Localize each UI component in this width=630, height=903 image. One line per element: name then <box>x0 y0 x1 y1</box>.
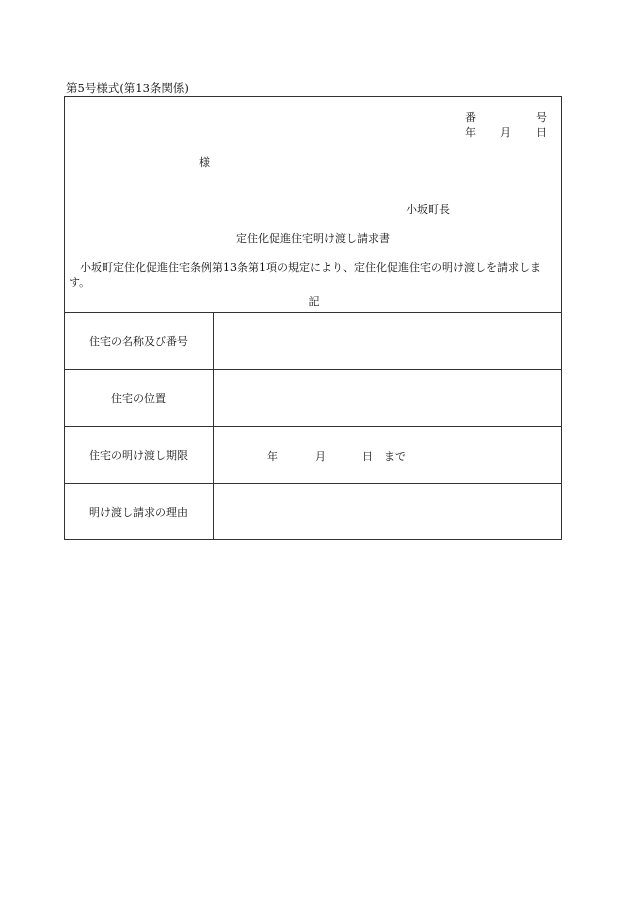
issuer-name: 小坂町長 <box>406 203 450 216</box>
form-label: 第5号様式(第13条関係) <box>66 81 189 95</box>
request-body-text: 小坂町定住化促進住宅条例第13条第1項の規定により、定住化促進住宅の明け渡しを請求します。 <box>69 261 541 289</box>
row-label-request-reason: 明け渡し請求の理由 <box>64 484 214 540</box>
deadline-month-label: 月 <box>315 450 326 463</box>
row-label-vacate-deadline: 住宅の明け渡し期限 <box>64 427 214 483</box>
date-month-label: 月 <box>500 126 511 139</box>
details-table <box>64 312 562 540</box>
document-title: 定住化促進住宅明け渡し請求書 <box>236 232 390 245</box>
deadline-year-label: 年 <box>267 450 278 463</box>
date-year-label: 年 <box>465 126 476 139</box>
row-value-housing-location <box>214 370 562 426</box>
row-label-housing-location: 住宅の位置 <box>64 370 214 426</box>
table-row <box>64 369 562 426</box>
table-row <box>64 483 562 540</box>
table-row <box>64 312 562 369</box>
date-day-label: 日 <box>536 126 547 139</box>
row-value-request-reason <box>214 484 562 540</box>
deadline-day-label: 日 <box>362 450 373 463</box>
number-label-ban: 番 <box>465 111 476 124</box>
deadline-until-label: まで <box>384 450 406 463</box>
number-label-go: 号 <box>536 111 547 124</box>
row-value-vacate-deadline <box>214 427 562 483</box>
request-form-frame <box>64 96 562 540</box>
row-value-housing-name <box>214 313 562 369</box>
row-label-housing-name: 住宅の名称及び番号 <box>64 313 214 369</box>
ki-heading: 記 <box>308 295 320 308</box>
table-row <box>64 426 562 483</box>
addressee-suffix: 様 <box>199 156 210 169</box>
